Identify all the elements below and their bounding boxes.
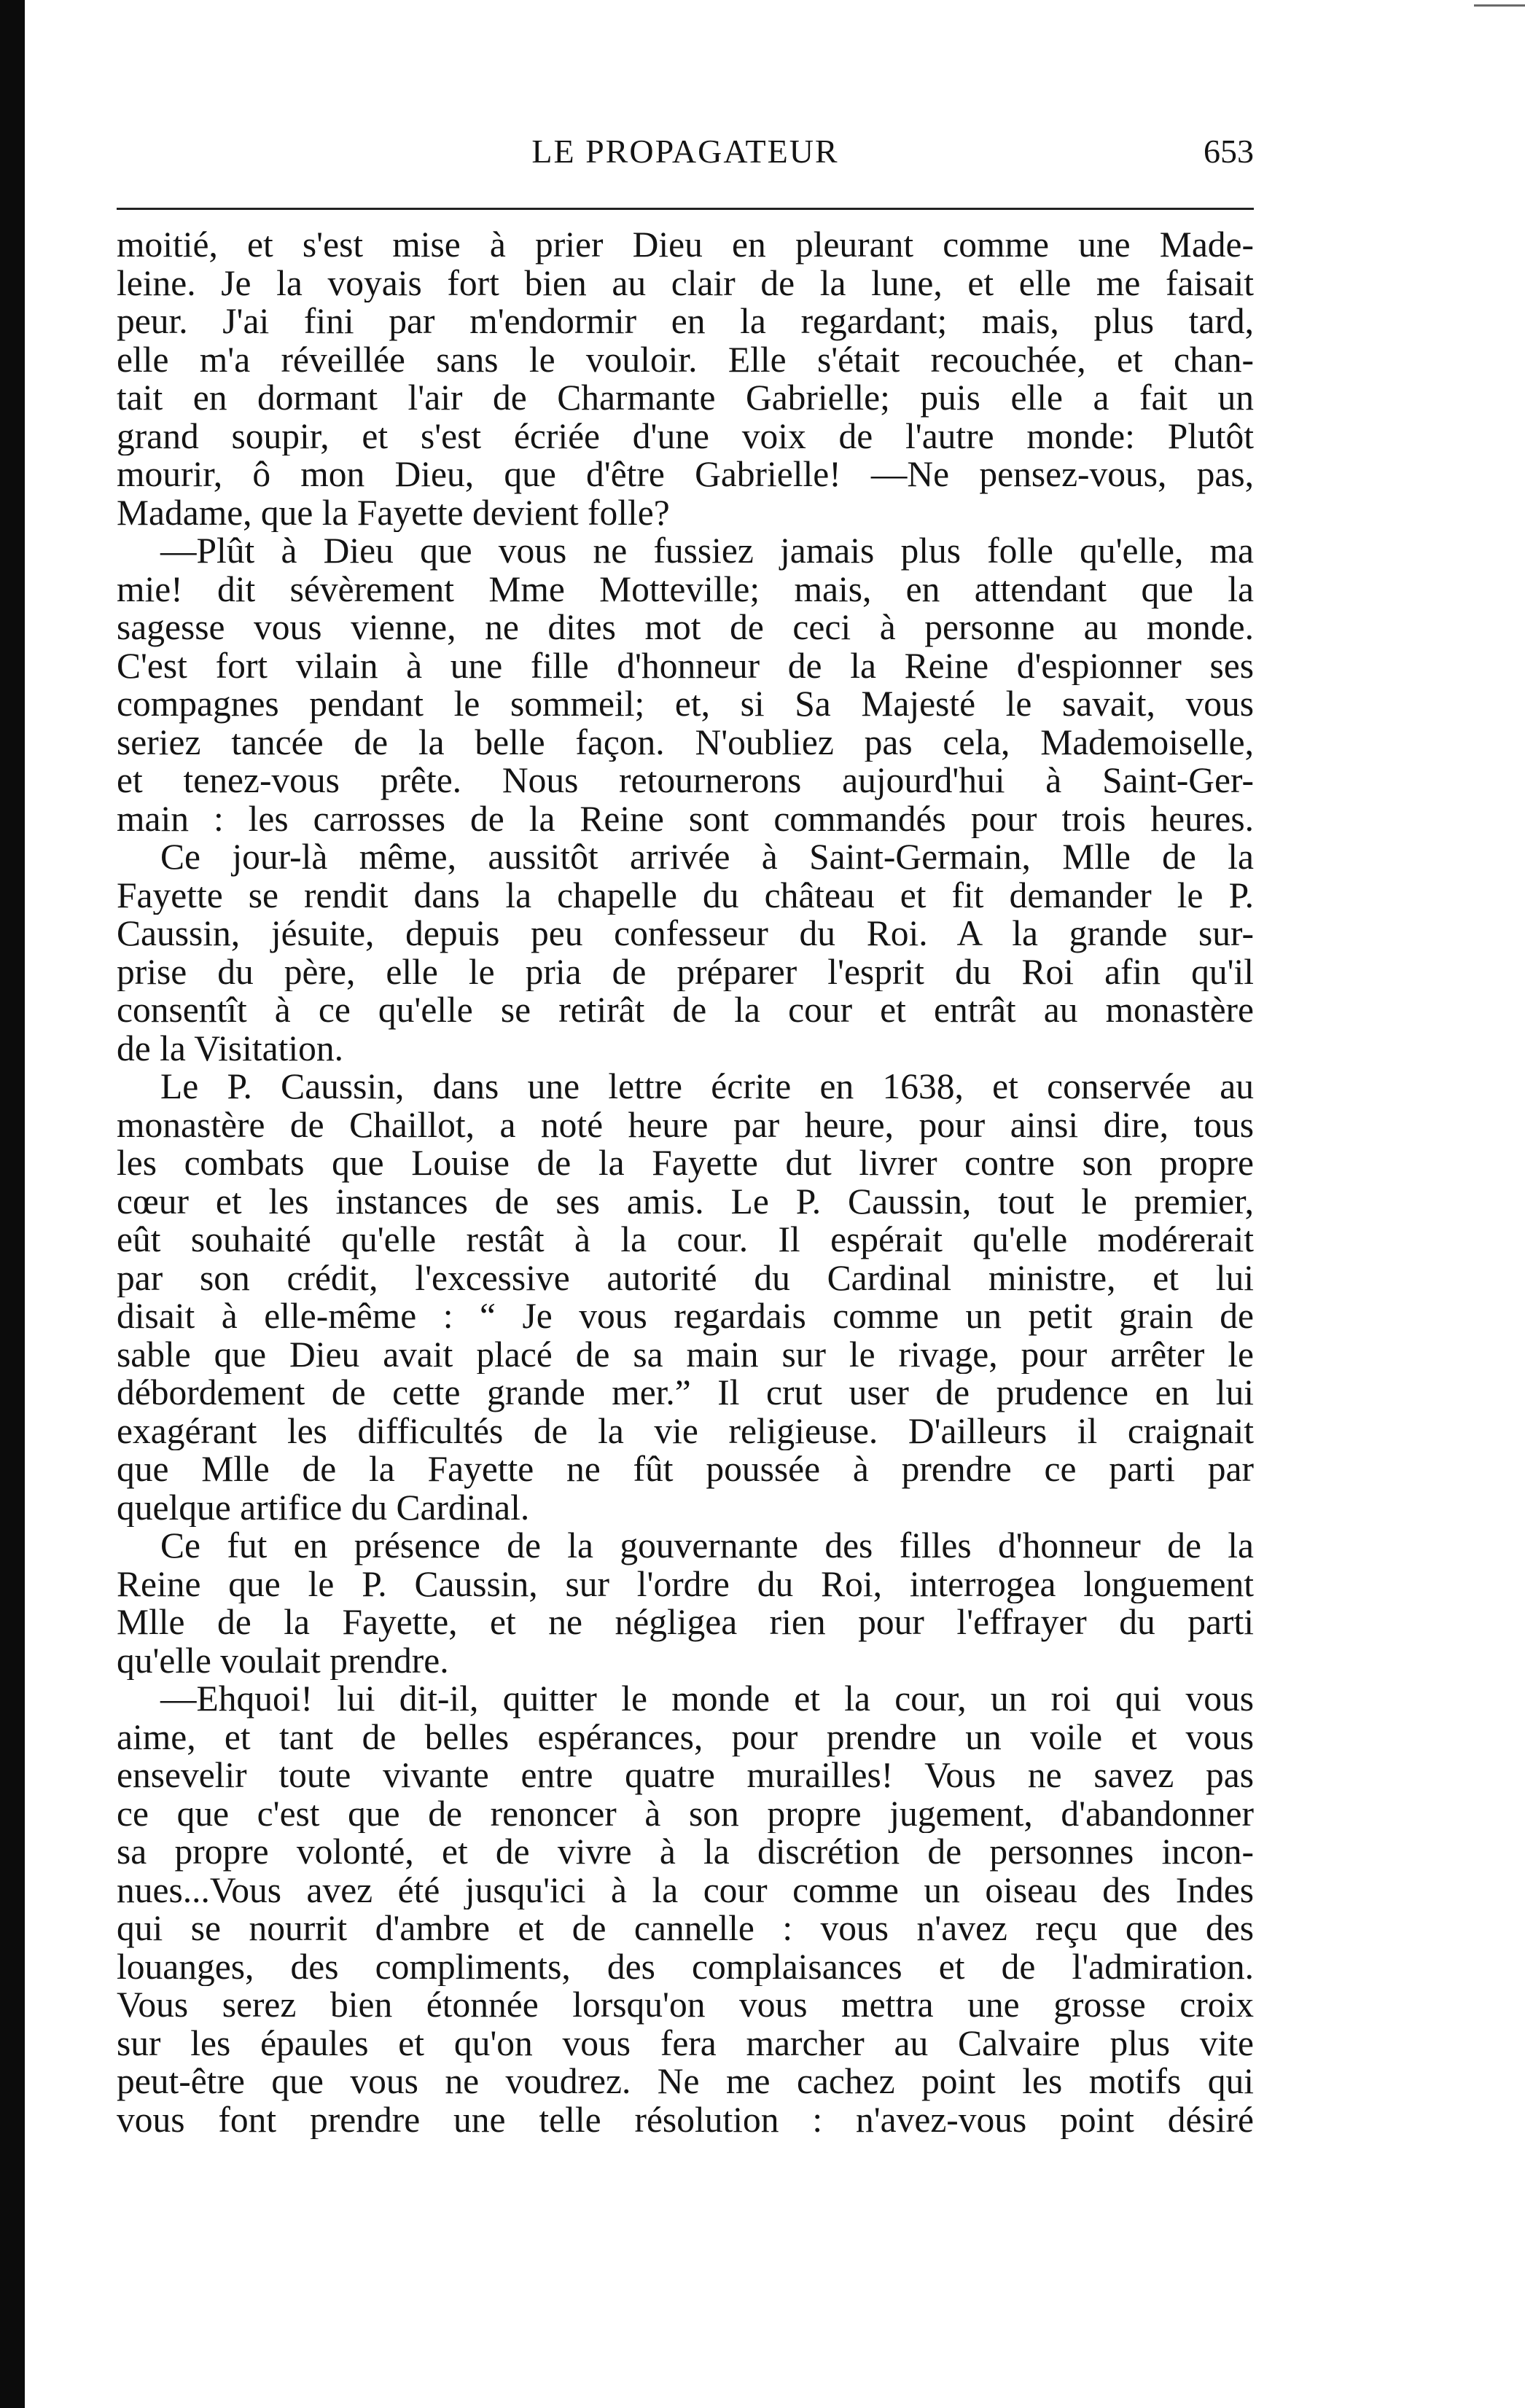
text-line: Vous serez bien étonnée lorsqu'on vous mettra une grosse croix [117, 1986, 1254, 2025]
text-line: et tenez-vous prête. Nous retournerons aujourd'hui à Saint-Ger- [117, 762, 1254, 800]
text-line: cœur et les instances de ses amis. Le P. Caussin, tout le premier, [117, 1182, 1254, 1221]
text-line: vous font prendre une telle résolution : n'avez-vous point désiré [117, 2100, 1254, 2139]
page-header [117, 130, 1254, 173]
text-line: Le P. Caussin, dans une lettre écrite en 1638, et conservée au [160, 1068, 1254, 1106]
text-line: C'est fort vilain à une fille d'honneur de la Reine d'espionner ses [117, 646, 1254, 685]
text-line: que Mlle de la Fayette ne fût poussée à prendre ce parti par [117, 1450, 1254, 1489]
text-line: —Plût à Dieu que vous ne fussiez jamais plus folle qu'elle, ma [160, 532, 1254, 571]
text-line: prise du père, elle le pria de préparer l'esprit du Roi afin qu'il [117, 953, 1254, 991]
text-line: de la Visitation. [117, 1029, 343, 1068]
text-line: sa propre volonté, et de vivre à la discrétion de personnes incon- [117, 1833, 1254, 1872]
text-line: ce que c'est que de renoncer à son propre jugement, d'abandonner [117, 1794, 1254, 1833]
text-line: ensevelir toute vivante entre quatre murailles! Vous ne savez pas [117, 1756, 1254, 1795]
running-title: LE PROPAGATEUR [531, 133, 839, 170]
text-line: main : les carrosses de la Reine sont commandés pour trois heures. [117, 800, 1254, 838]
text-line: consentît à ce qu'elle se retirât de la cour et entrât au monastère [117, 991, 1254, 1030]
text-line: Ce fut en présence de la gouvernante des filles d'honneur de la [160, 1527, 1254, 1565]
text-line: Caussin, jésuite, depuis peu confesseur du Roi. A la grande sur- [117, 915, 1254, 953]
book-binding-edge [0, 0, 25, 2408]
text-line: grand soupir, et s'est écriée d'une voix de l'autre monde: Plutôt [117, 417, 1254, 456]
text-line: les combats que Louise de la Fayette dut livrer contre son propre [117, 1144, 1254, 1183]
text-line: mie! dit sévèrement Mme Motteville; mais, en attendant que la [117, 570, 1254, 609]
text-line: disait à elle-même : “ Je vous regardais comme un petit grain de [117, 1297, 1254, 1336]
text-line: débordement de cette grande mer.” Il crut user de prudence en lui [117, 1374, 1254, 1412]
text-line: Mlle de la Fayette, et ne négligea rien pour l'effrayer du parti [117, 1603, 1254, 1642]
text-line: mourir, ô mon Dieu, que d'être Gabrielle! —Ne pensez-vous, pas, [117, 456, 1254, 494]
text-line: peut-être que vous ne voudrez. Ne me cachez point les motifs qui [117, 2063, 1254, 2101]
text-line: compagnes pendant le sommeil; et, si Sa Majesté le savait, vous [117, 685, 1254, 724]
text-line: moitié, et s'est mise à prier Dieu en pleurant comme une Made- [117, 226, 1254, 265]
text-line: sable que Dieu avait placé de sa main sur le rivage, pour arrêter le [117, 1335, 1254, 1374]
text-line: aime, et tant de belles espérances, pour prendre un voile et vous [117, 1718, 1254, 1756]
text-line: seriez tancée de la belle façon. N'oubliez pas cela, Mademoiselle, [117, 723, 1254, 762]
text-line: eût souhaité qu'elle restât à la cour. Il espérait qu'elle modérerait [117, 1221, 1254, 1259]
text-line: elle m'a réveillée sans le vouloir. Elle s'était recouchée, et chan- [117, 340, 1254, 379]
text-line: sagesse vous vienne, ne dites mot de ceci à personne au monde. [117, 609, 1254, 647]
text-line: qui se nourrit d'ambre et de cannelle : vous n'avez reçu que des [117, 1909, 1254, 1948]
text-line: —Ehquoi! lui dit-il, quitter le monde et la cour, un roi qui vous [160, 1680, 1254, 1719]
scan-corner-mark [1474, 4, 1525, 7]
text-line: par son crédit, l'excessive autorité du Cardinal ministre, et lui [117, 1259, 1254, 1297]
body-text [117, 226, 1254, 2139]
text-line: exagérant les difficultés de la vie religieuse. D'ailleurs il craignait [117, 1412, 1254, 1450]
text-line: peur. J'ai fini par m'endormir en la regardant; mais, plus tard, [117, 302, 1254, 341]
text-line: quelque artifice du Cardinal. [117, 1488, 530, 1527]
text-line: qu'elle voulait prendre. [117, 1641, 449, 1680]
text-line: Ce jour-là même, aussitôt arrivée à Saint-Germain, Mlle de la [160, 838, 1254, 877]
text-line: tait en dormant l'air de Charmante Gabrielle; puis elle a fait un [117, 379, 1254, 418]
text-line: Fayette se rendit dans la chapelle du château et fit demander le P. [117, 876, 1254, 915]
text-line: Madame, que la Fayette devient folle? [117, 493, 670, 532]
text-line: monastère de Chaillot, a noté heure par heure, pour ainsi dire, tous [117, 1106, 1254, 1144]
text-line: louanges, des compliments, des complaisances et de l'admiration. [117, 1947, 1254, 1986]
text-line: leine. Je la voyais fort bien au clair de la lune, et elle me faisait [117, 264, 1254, 302]
text-line: sur les épaules et qu'on vous fera marcher au Calvaire plus vite [117, 2024, 1254, 2063]
header-rule [117, 208, 1254, 210]
text-line: Reine que le P. Caussin, sur l'ordre du Roi, interrogea longuement [117, 1565, 1254, 1603]
text-line: nues...Vous avez été jusqu'ici à la cour comme un oiseau des Indes [117, 1871, 1254, 1909]
page-number: 653 [1204, 133, 1254, 170]
